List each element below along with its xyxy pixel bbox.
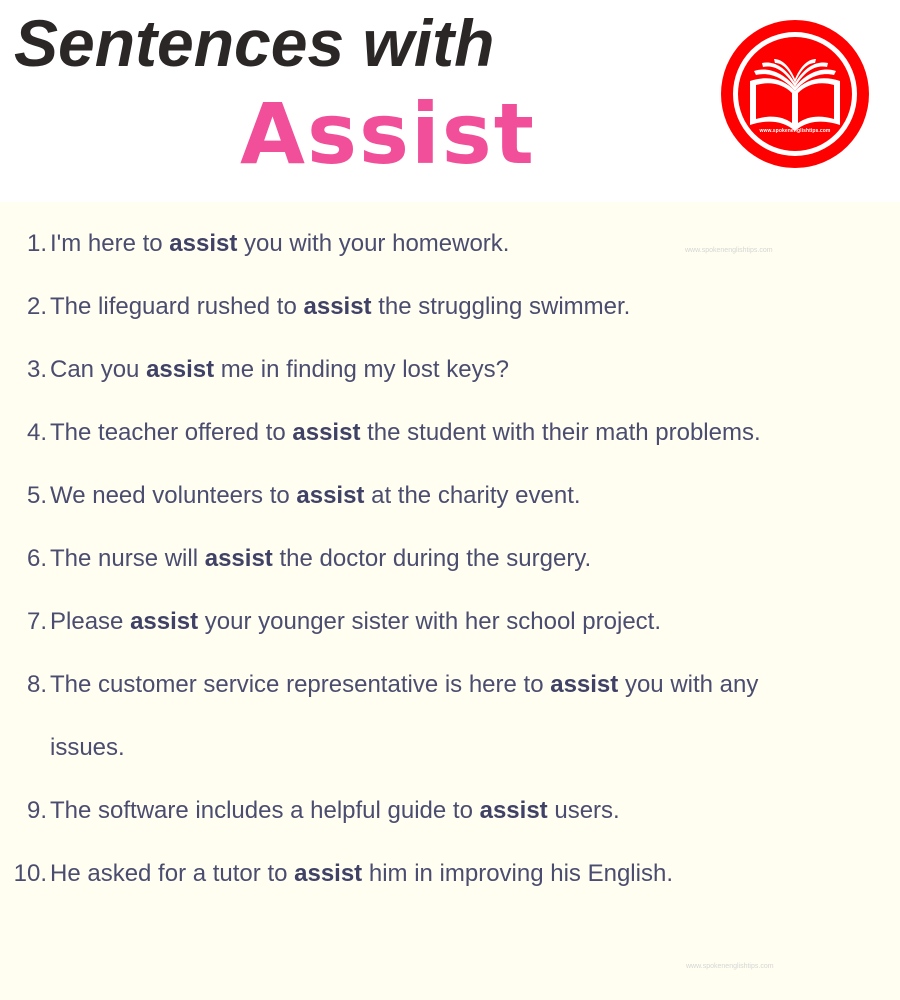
sentence-number: 9. [26, 797, 47, 824]
sentence-keyword: assist [550, 671, 619, 698]
sentence-text: you with your homework. [237, 230, 510, 257]
sentence-keyword: assist [303, 293, 372, 320]
sentence-item-1 [0, 212, 900, 275]
title-line-1: Sentences with [14, 6, 495, 80]
sentence-keyword: assist [146, 356, 215, 383]
sentence-keyword: assist [130, 608, 199, 635]
sentence-text: The teacher offered to [50, 419, 293, 446]
sentence-number: 4. [26, 419, 47, 446]
sentence-item-4 [0, 401, 900, 464]
sentence-text: the doctor during the surgery. [272, 545, 592, 572]
sentence-text: the student with their math problems. [360, 419, 761, 446]
sentence-text: him in improving his English. [362, 860, 673, 887]
sentence-keyword: assist [169, 230, 238, 257]
sentence-item-8 [0, 653, 900, 779]
sentence-keyword: assist [204, 545, 273, 572]
sentence-text: me in finding my lost keys? [214, 356, 509, 383]
sentence-number: 6. [26, 545, 47, 572]
sentence-item-10 [0, 842, 900, 905]
header [0, 0, 900, 202]
sentence-keyword: assist [479, 797, 548, 824]
sentence-item-9 [0, 779, 900, 842]
sentence-text: The lifeguard rushed to [50, 293, 304, 320]
sentence-list [0, 212, 900, 905]
sentence-item-7 [0, 590, 900, 653]
sentence-number: 10. [13, 860, 47, 887]
sentence-keyword: assist [292, 419, 361, 446]
sentence-panel [0, 202, 900, 1000]
sentence-text: The customer service representative is here to [50, 671, 551, 698]
sentence-text: the struggling swimmer. [371, 293, 631, 320]
watermark-bottom: www.spokenenglishtips.com [686, 963, 774, 970]
sentence-item-6 [0, 527, 900, 590]
sentence-text: We need volunteers to [50, 482, 297, 509]
title-keyword: Assist [240, 85, 536, 183]
sentence-number: 5. [26, 482, 47, 509]
open-book-icon [720, 19, 870, 169]
sentence-item-3 [0, 338, 900, 401]
sentence-keyword: assist [296, 482, 365, 509]
sentence-number: 2. [26, 293, 47, 320]
sentence-text: Please [50, 608, 131, 635]
site-logo [720, 19, 870, 169]
sentence-text: at the charity event. [364, 482, 581, 509]
sentence-keyword: assist [294, 860, 363, 887]
sentence-item-2 [0, 275, 900, 338]
sentence-text: The software includes a helpful guide to [50, 797, 480, 824]
sentence-number: 3. [26, 356, 47, 383]
sentence-item-5 [0, 464, 900, 527]
sentence-text: you with any issues. [50, 671, 759, 761]
sentence-number: 1. [26, 230, 47, 257]
sentence-text: I'm here to [50, 230, 170, 257]
sentence-text: users. [547, 797, 620, 824]
logo-url: www.spokenenglishtips.com [759, 128, 831, 134]
sentence-text: Can you [50, 356, 147, 383]
sentence-number: 7. [26, 608, 47, 635]
sentence-text: The nurse will [50, 545, 205, 572]
sentence-text: He asked for a tutor to [50, 860, 295, 887]
sentence-text: your younger sister with her school project. [198, 608, 662, 635]
sentence-number: 8. [26, 671, 47, 698]
watermark-top: www.spokenenglishtips.com [685, 247, 773, 254]
